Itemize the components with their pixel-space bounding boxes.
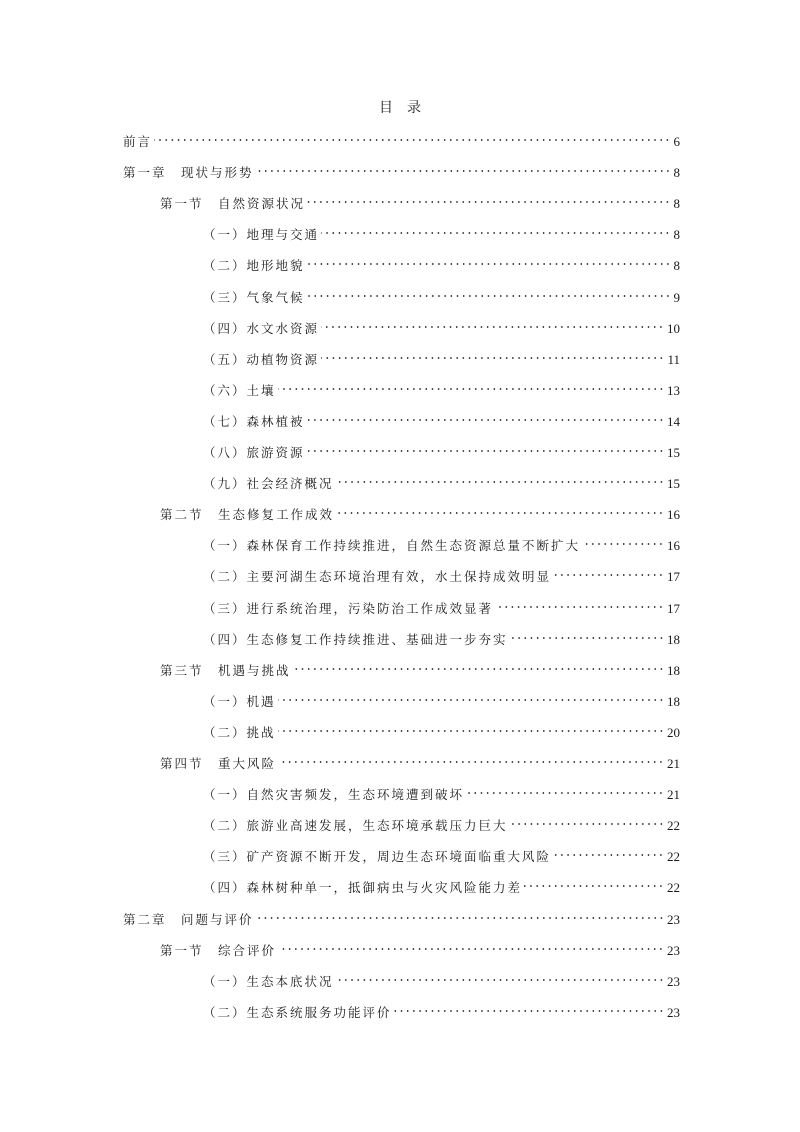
dot-leader: [321, 313, 664, 333]
toc-entry-label: （四）森林树种单一，抵御病虫与火灾风险能力差: [203, 880, 523, 896]
toc-entry-page-number: 16: [667, 507, 680, 523]
toc-entry-page-number: 18: [667, 693, 680, 709]
toc-entry-page-number: 20: [667, 724, 680, 740]
dot-leader: [307, 406, 664, 426]
toc-entry-label: （二）主要河湖生态环境治理有效，水土保持成效明显: [203, 569, 552, 585]
toc-entry-page-number: 22: [667, 818, 680, 834]
toc-entry-label: 第一节 自然资源状况: [160, 196, 306, 212]
toc-entry-section[interactable]: [160, 748, 680, 771]
dot-leader: [510, 810, 664, 830]
dot-leader: [307, 188, 670, 208]
toc-entry-subsection[interactable]: [203, 561, 680, 585]
toc-entry-label: （二）生态系统服务功能评价: [203, 1004, 392, 1020]
toc-entry-page-number: 18: [667, 662, 680, 678]
toc-entry-label: 前言: [123, 134, 153, 149]
toc-entry-label: （二）挑战: [203, 724, 276, 740]
toc-entry-subsection[interactable]: [203, 530, 680, 554]
toc-entry-page-number: 8: [673, 258, 680, 274]
toc-entry-subsection[interactable]: [203, 344, 680, 367]
toc-entry-page-number: 23: [667, 973, 680, 989]
toc-entry-page-number: 17: [667, 600, 680, 616]
toc-entry-page-number: 23: [667, 1004, 680, 1020]
toc-entry-label: 第三节 机遇与挑战: [160, 662, 291, 678]
dot-leader: [582, 530, 664, 550]
dot-leader: [321, 344, 664, 364]
toc-entry-page-number: 10: [667, 320, 680, 336]
toc-entry-page-number: 9: [673, 289, 680, 305]
toc-entry-page-number: 15: [667, 476, 680, 492]
toc-entry-label: （三）矿产资源不断开发，周边生态环境面临重大风险: [203, 849, 552, 865]
dot-leader: [553, 561, 664, 581]
toc-entry-section[interactable]: [160, 655, 680, 678]
toc-entry-label: （三）气象气候: [203, 289, 305, 305]
dot-leader: [524, 872, 664, 892]
toc-entry-subsection[interactable]: [203, 406, 680, 429]
dot-leader: [336, 966, 664, 986]
toc-entry-page-number: 22: [667, 880, 680, 896]
toc-entry-label: （一）森林保育工作持续推进，自然生态资源总量不断扩大: [203, 538, 581, 554]
toc-entry-label: （四）水文水资源: [203, 320, 320, 336]
toc-entry-subsection[interactable]: [203, 841, 680, 865]
toc-entry-subsection[interactable]: [203, 686, 680, 709]
toc-entry-label: （三）进行系统治理，污染防治工作成效显著: [203, 600, 494, 616]
dot-leader: [394, 997, 664, 1017]
dot-leader: [510, 624, 664, 644]
dot-leader: [256, 157, 671, 177]
toc-entry-label: 第二节 生态修复工作成效: [160, 507, 335, 523]
toc-entry-subsection[interactable]: [203, 468, 680, 492]
toc-entry-page-number: 15: [667, 445, 680, 460]
toc-entry-subsection[interactable]: [203, 717, 680, 740]
toc-entry-page-number: 23: [667, 911, 680, 927]
toc-entry-subsection[interactable]: [203, 313, 680, 336]
toc-entry-page-number: 14: [667, 413, 680, 429]
toc-entry-subsection[interactable]: [203, 219, 680, 243]
toc-entry-subsection[interactable]: [203, 375, 680, 398]
toc-entry-chapter[interactable]: [123, 157, 680, 181]
toc-entry-label: （九）社会经济概况: [203, 476, 334, 492]
toc-entry-section[interactable]: [160, 499, 680, 523]
toc-entry-label: 第四节 重大风险: [160, 756, 277, 771]
toc-entry-chapter[interactable]: [123, 126, 680, 149]
toc-entry-label: （七）森林植被: [203, 413, 305, 429]
toc-entry-page-number: 11: [667, 351, 680, 367]
dot-leader: [336, 499, 664, 519]
toc-entry-section[interactable]: [160, 188, 680, 212]
toc-entry-subsection[interactable]: [203, 437, 680, 460]
dot-leader: [307, 282, 671, 302]
dot-leader: [466, 779, 664, 799]
dot-leader: [553, 841, 664, 861]
dot-leader: [278, 375, 664, 395]
toc-entry-label: （一）机遇: [203, 693, 276, 709]
toc-entry-subsection[interactable]: [203, 997, 680, 1020]
dot-leader: [278, 686, 664, 706]
toc-entry-page-number: 16: [667, 538, 680, 554]
dot-leader: [278, 748, 664, 768]
toc-entry-subsection[interactable]: [203, 779, 680, 803]
toc-entry-label: （二）地形地貌: [203, 258, 305, 274]
toc-entry-page-number: 13: [667, 382, 680, 398]
toc-entry-subsection[interactable]: [203, 872, 680, 896]
toc-entry-label: （一）自然灾害频发，生态环境遭到破坏: [203, 787, 465, 803]
dot-leader: [307, 250, 671, 270]
toc-entry-label: （八）旅游资源: [203, 445, 305, 460]
dot-leader: [321, 219, 670, 239]
toc-entry-label: （五）动植物资源: [203, 351, 320, 367]
toc-entry-subsection[interactable]: [203, 966, 680, 989]
dot-leader: [278, 717, 664, 737]
toc-entry-page-number: 21: [667, 787, 680, 803]
dot-leader: [336, 468, 664, 488]
toc-entry-page-number: 8: [673, 165, 680, 181]
toc-entry-section[interactable]: [160, 935, 680, 958]
toc-entry-label: （四）生态修复工作持续推进、基础进一步夯实: [203, 631, 508, 647]
toc-entry-subsection[interactable]: [203, 250, 680, 274]
toc-entry-label: （六）土壤: [203, 382, 276, 398]
toc-entry-page-number: 18: [667, 631, 680, 647]
toc-entry-subsection[interactable]: [203, 593, 680, 616]
toc-entry-subsection[interactable]: [203, 810, 680, 834]
toc-entry-label: 第二章 问题与评价: [123, 911, 254, 927]
dot-leader: [293, 655, 664, 675]
dot-leader: [307, 437, 664, 457]
toc-entry-label: 第一节 综合评价: [160, 942, 277, 958]
toc-entry-chapter[interactable]: [123, 904, 680, 927]
dot-leader: [256, 904, 664, 924]
toc-entry-label: （二）旅游业高速发展，生态环境承载压力巨大: [203, 818, 508, 834]
toc-entry-page-number: 23: [667, 942, 680, 958]
dot-leader: [495, 593, 664, 613]
toc-entry-subsection[interactable]: [203, 624, 680, 647]
toc-entry-page-number: 21: [667, 756, 680, 771]
toc-entry-page-number: 6: [673, 134, 680, 149]
dot-leader: [278, 935, 664, 955]
toc-title: 目录: [379, 100, 435, 116]
toc-entry-subsection[interactable]: [203, 282, 680, 305]
toc-entry-page-number: 17: [667, 569, 680, 585]
toc-entry-page-number: 8: [673, 227, 680, 243]
dot-leader: [154, 126, 670, 146]
toc-entry-label: 第一章 现状与形势: [123, 165, 254, 181]
toc-entry-page-number: 8: [673, 196, 680, 212]
toc-entry-page-number: 22: [667, 849, 680, 865]
toc-entry-label: （一）生态本底状况: [203, 973, 334, 989]
toc-entry-label: （一）地理与交通: [203, 227, 320, 243]
